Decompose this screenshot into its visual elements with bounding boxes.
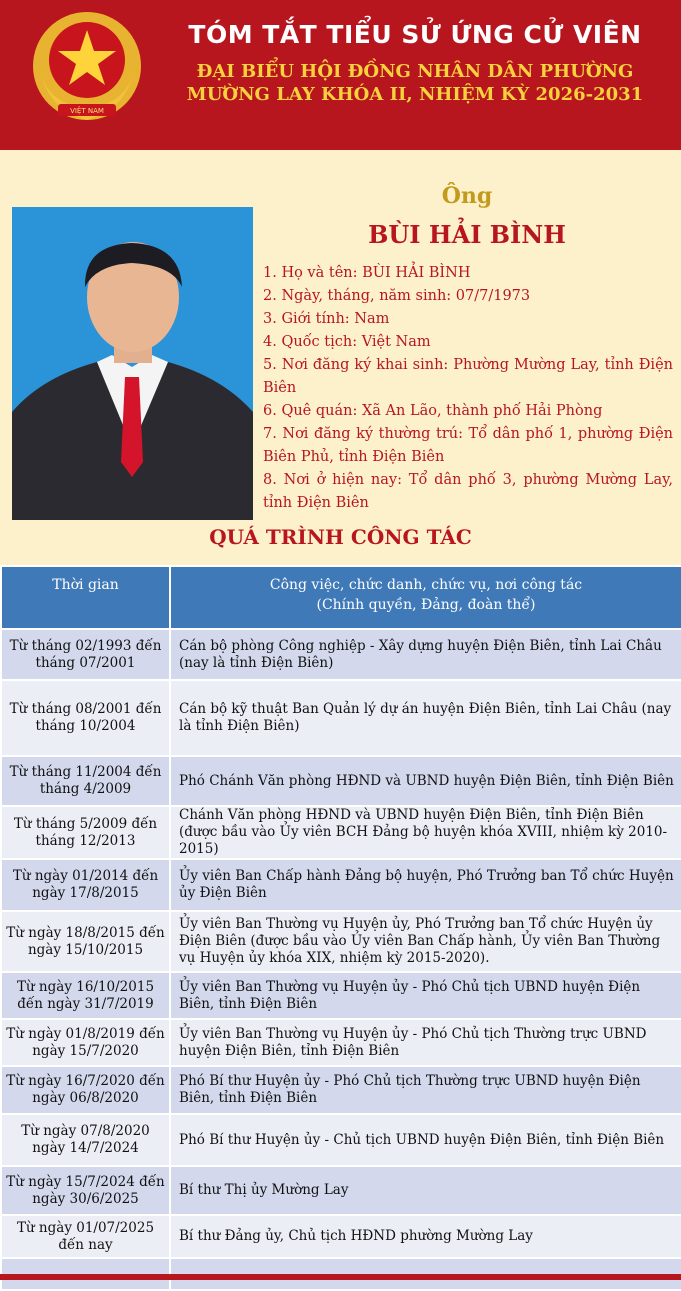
page-subtitle-line1: ĐẠI BIỂU HỘI ĐỒNG NHÂN DÂN PHƯỜNG [196,61,634,82]
info-item: 2. Ngày, tháng, năm sinh: 07/7/1973 [263,288,531,304]
section-title: QUÁ TRÌNH CÔNG TÁC [209,525,472,549]
candidate-info [263,262,673,515]
row-time: Từ ngày 16/10/2015 đến ngày 31/7/2019 [1,972,170,1019]
column-header-work-line2: (Chính quyền, Đảng, đoàn thể) [316,597,536,613]
candidate-name: BÙI HẢI BÌNH [368,220,566,249]
row-time: Từ ngày 16/7/2020 đến ngày 06/8/2020 [1,1066,170,1114]
candidate-portrait [12,207,253,520]
row-time: Từ ngày 07/8/2020 ngày 14/7/2024 [1,1114,170,1166]
row-time: Từ tháng 11/2004 đến tháng 4/2009 [1,756,170,806]
national-emblem-icon [28,10,146,128]
table-row [1,756,681,806]
info-item: 8. Nơi ở hiện nay: Tổ dân phố 3, phường Mường Lay, tỉnh Điện Biên [263,472,673,511]
row-time: Từ tháng 5/2009 đến tháng 12/2013 [1,806,170,859]
row-time: Từ ngày 18/8/2015 đến ngày 15/10/2015 [1,911,170,972]
row-work: Phó Bí thư Huyện ủy - Chủ tịch UBND huyện Điện Biên, tỉnh Điện Biên [170,1114,681,1166]
row-time: Từ ngày 15/7/2024 đến ngày 30/6/2025 [1,1166,170,1215]
info-item: 3. Giới tính: Nam [263,311,390,327]
row-work: Cán bộ kỹ thuật Ban Quản lý dự án huyện Điện Biên, tỉnh Lai Châu (nay là tỉnh Điện Biên) [170,680,681,756]
info-item: 7. Nơi đăng ký thường trú: Tổ dân phố 1, phường Điện Biên Phủ, tỉnh Điện Biên [263,426,673,465]
table-row [1,911,681,972]
table-row [1,972,681,1019]
row-work: Ủy viên Ban Thường vụ Huyện ủy - Phó Chủ tịch UBND huyện Điện Biên, tỉnh Điện Biên [170,972,681,1019]
row-work: Phó Chánh Văn phòng HĐND và UBND huyện Điện Biên, tỉnh Điện Biên [170,756,681,806]
column-header-work-line1: Công việc, chức danh, chức vụ, nơi công tác [269,577,583,593]
table-row [1,859,681,911]
info-item: 1. Họ và tên: BÙI HẢI BÌNH [263,265,471,281]
row-time: Từ ngày 01/07/2025 đến nay [1,1215,170,1258]
table-row [1,680,681,756]
column-header-time: Thời gian [1,566,170,629]
work-history-table [0,565,681,1291]
column-header-work [170,566,681,629]
row-time: Từ ngày 01/8/2019 đến ngày 15/7/2020 [1,1019,170,1066]
table-row [1,806,681,859]
row-work: Chánh Văn phòng HĐND và UBND huyện Điện Biên, tỉnh Điện Biên (được bầu vào Ủy viên BCH Đảng bộ huyện khóa XVIII, nhiệm kỳ 2010-2015) [170,806,681,859]
row-time: Từ tháng 08/2001 đến tháng 10/2004 [1,680,170,756]
page-title: TÓM TẮT TIỂU SỬ ỨNG CỬ VIÊN [188,20,642,49]
page-subtitle-line2: MƯỜNG LAY KHÓA II, NHIỆM KỲ 2026-2031 [186,84,644,105]
table-row [1,629,681,680]
row-time: Từ ngày 01/2014 đến ngày 17/8/2015 [1,859,170,911]
table-row [1,1066,681,1114]
table-header-row [1,566,681,629]
table-row [1,1114,681,1166]
table-row [1,1215,681,1258]
row-work: Ủy viên Ban Thường vụ Huyện ủy - Phó Chủ tịch Thường trực UBND huyện Điện Biên, tỉnh Điện Biên [170,1019,681,1066]
header-banner [0,0,681,150]
row-work: Bí thư Thị ủy Mường Lay [170,1166,681,1215]
row-work: Ủy viên Ban Chấp hành Đảng bộ huyện, Phó Trưởng ban Tổ chức Huyện ủy Điện Biên [170,859,681,911]
bottom-border [0,1274,681,1280]
table-row [1,1019,681,1066]
emblem-text: VIỆT NAM [70,107,104,115]
table-row [1,1166,681,1215]
info-item: 4. Quốc tịch: Việt Nam [263,334,431,350]
info-item: 6. Quê quán: Xã An Lão, thành phố Hải Phòng [263,403,603,419]
info-item: 5. Nơi đăng ký khai sinh: Phường Mường Lay, tỉnh Điện Biên [263,357,673,396]
row-work: Phó Bí thư Huyện ủy - Phó Chủ tịch Thường trực UBND huyện Điện Biên, tỉnh Điện Biên [170,1066,681,1114]
row-time: Từ tháng 02/1993 đến tháng 07/2001 [1,629,170,680]
salutation: Ông [441,183,493,209]
row-work: Cán bộ phòng Công nghiệp - Xây dựng huyện Điện Biên, tỉnh Lai Châu (nay là tỉnh Điện Biên) [170,629,681,680]
row-work: Bí thư Đảng ủy, Chủ tịch HĐND phường Mường Lay [170,1215,681,1258]
row-work: Ủy viên Ban Thường vụ Huyện ủy, Phó Trưởng ban Tổ chức Huyện ủy Điện Biên (được bầu vào Ủy viên Ban Chấp hành, Ủy viên Ban Thường vụ Huyện ủy khóa XIX, nhiệm kỳ 2015-2020). [170,911,681,972]
